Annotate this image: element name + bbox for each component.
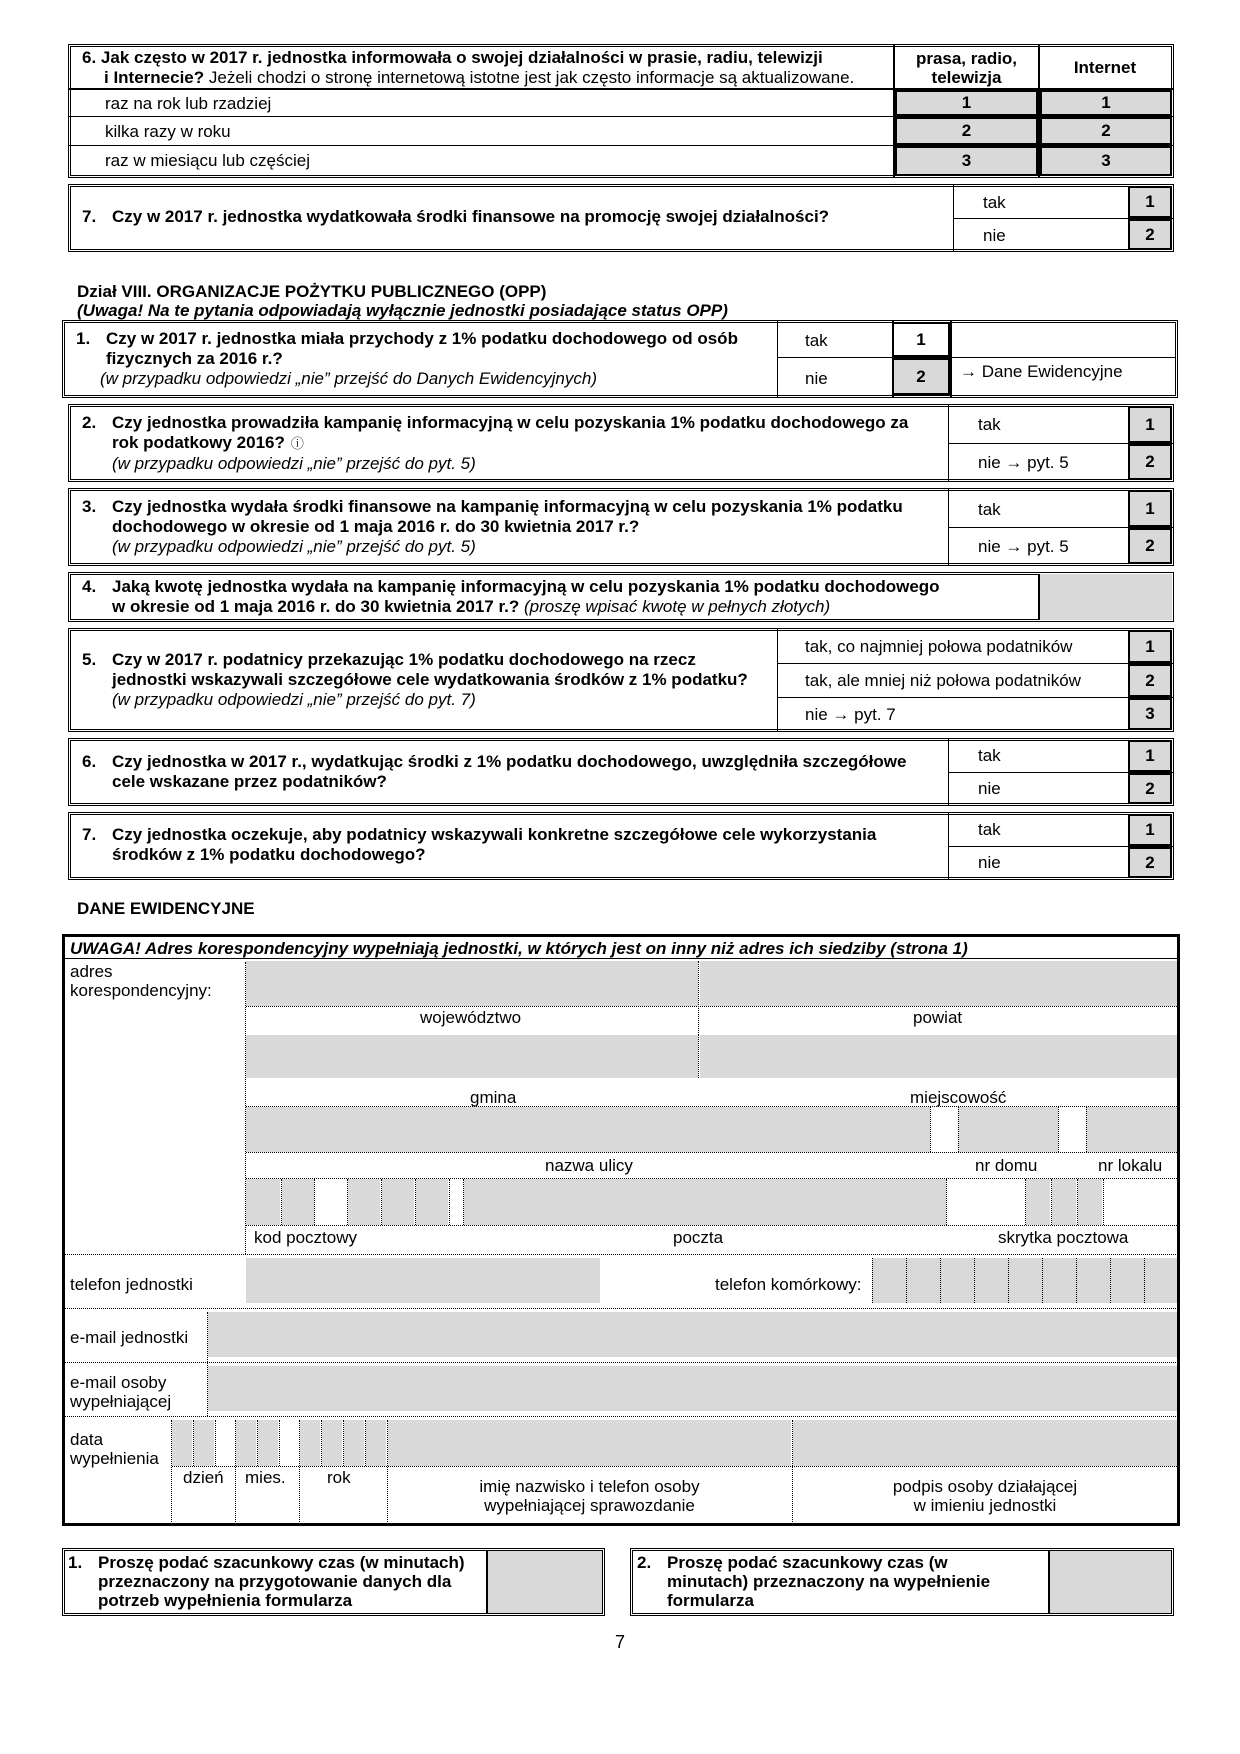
q6-row-label: raz w miesiącu lub częściej [105, 151, 311, 170]
podpis-input[interactable] [793, 1420, 1177, 1466]
option-tak[interactable]: tak [805, 331, 828, 350]
nr-lokalu-input[interactable] [1086, 1107, 1177, 1152]
question-text: Jak często w 2017 r. jednostka informowała o swojej działalności w prasie, radiu, telewizji [100, 48, 823, 67]
poczta-label: poczta [673, 1228, 724, 1247]
option-1[interactable]: tak, co najmniej połowa podatników [805, 637, 1073, 656]
telefon-input[interactable] [246, 1258, 600, 1303]
code-box[interactable]: 2 [1128, 847, 1172, 878]
date-cell[interactable] [300, 1420, 320, 1466]
powiat-label: powiat [913, 1008, 963, 1027]
goto-dane-ewidencyjne: → Dane Ewidencyjne [960, 362, 1123, 381]
gmina-label: gmina [470, 1088, 517, 1107]
section-title: Dział VIII. ORGANIZACJE POŻYTKU PUBLICZNEGO (OPP) [77, 282, 547, 301]
option-nie[interactable]: nie [805, 369, 828, 388]
podpis-label: podpis osoby działającej w imieniu jednostki [892, 1477, 1078, 1515]
kod-cell[interactable] [348, 1179, 380, 1225]
date-cell[interactable] [366, 1420, 386, 1466]
col-header-internet: Internet [1073, 58, 1137, 77]
imie-nazwisko-input[interactable] [388, 1420, 791, 1466]
nr-lokalu-label: nr lokalu [1098, 1156, 1163, 1175]
s8q6-question: 6. Czy jednostka w 2017 r., wydatkując środki z 1% podatku dochodowego, uwzględniła szczegółowe cele wskazane przez podatników? [82, 752, 907, 791]
time-q2-input[interactable] [1048, 1551, 1171, 1613]
date-cell[interactable] [172, 1420, 192, 1466]
s8q3-question: 3. Czy jednostka wydała środki finansowe na kampanię informacyjną w celu pozyskania 1% podatku dochodowego w okresie od 1 maja 2016 r. do 30 kwietnia 2017 r.? (w przypadku odpowiedzi „nie” przejść do pyt. 5) [82, 497, 903, 556]
time-q1-text: 1. Proszę podać szacunkowy czas (w minutach) przeznaczony na przygotowanie danych dla potrzeb wypełnienia formularza [68, 1553, 465, 1610]
code-box[interactable]: 2 [892, 358, 950, 395]
q6-row-label: kilka razy w roku [105, 122, 231, 141]
amount-input[interactable] [1038, 574, 1172, 620]
code-box[interactable]: 1 [1128, 186, 1172, 218]
kod-cell[interactable] [382, 1179, 414, 1225]
code-box[interactable]: 1 [895, 90, 1038, 116]
powiat-input[interactable] [700, 961, 1177, 1006]
code-box[interactable]: 1 [1040, 90, 1172, 116]
question-number: 6. [82, 48, 97, 67]
code-box[interactable]: 3 [1128, 698, 1172, 730]
nr-domu-input[interactable] [958, 1107, 1058, 1152]
kod-cell[interactable] [282, 1179, 314, 1225]
q6-top-question [82, 48, 902, 88]
question-note: Jeżeli chodzi o stronę internetową istotne jest jak często informacje są aktualizowane. [208, 68, 855, 87]
miejscowosc-input[interactable] [700, 1035, 1177, 1078]
wojewodztwo-input[interactable] [246, 961, 698, 1006]
uwaga-note: UWAGA! Adres korespondencyjny wypełniają jednostki, w których jest on inny niż adres ich siedziby (strona 1) [70, 939, 968, 958]
s8q7-question: 7. Czy jednostka oczekuje, aby podatnicy wskazywali konkretne szczegółowe cele wykorzystania środków z 1% podatku dochodowego? [82, 825, 877, 864]
kod-cell[interactable] [416, 1179, 448, 1225]
q6-row-label: raz na rok lub rzadziej [105, 94, 272, 113]
option-3-goto[interactable]: nie → pyt. 7 [805, 705, 896, 724]
option-tak[interactable]: tak [983, 193, 1006, 212]
s8q1-question: 1. Czy w 2017 r. jednostka miała przychody z 1% podatku dochodowego od osób fizycznych za 2016 r.? (w przypadku odpowiedzi „nie” przejść do Danych Ewidencyjnych) [76, 329, 738, 388]
imie-label: imię nazwisko i telefon osoby wypełniającej sprawozdanie [479, 1477, 700, 1515]
date-cell[interactable] [344, 1420, 364, 1466]
adres-label: adres korespondencyjny: [70, 962, 212, 1000]
gmina-input[interactable] [246, 1035, 698, 1078]
code-box[interactable]: 1 [1128, 630, 1172, 663]
nr-domu-label: nr domu [975, 1156, 1038, 1175]
poczta-input[interactable] [464, 1179, 946, 1225]
skrytka-cell[interactable] [1078, 1179, 1102, 1225]
option-2[interactable]: tak, ale mniej niż połowa podatników [805, 671, 1081, 690]
date-cell[interactable] [258, 1420, 278, 1466]
kod-label: kod pocztowy [254, 1228, 357, 1247]
data-label: data wypełnienia [70, 1430, 159, 1468]
option-tak[interactable]: tak [978, 820, 1001, 839]
email-osoby-label: e-mail osoby wypełniającej [70, 1373, 172, 1411]
s8q4-question: 4. Jaką kwotę jednostka wydała na kampanię informacyjną w celu pozyskania 1% podatku dochodowego w okresie od 1 maja 2016 r. do 30 kwietnia 2017 r.? (proszę wpisać kwotę w pełnych złotych) [82, 577, 940, 616]
ulica-input[interactable] [246, 1107, 930, 1152]
option-nie-goto[interactable]: nie → pyt. 5 [978, 537, 1069, 556]
email-input[interactable] [208, 1312, 1177, 1357]
code-box[interactable]: 1 [1128, 814, 1172, 846]
miejscowosc-label: miejscowość [910, 1088, 1007, 1107]
date-cell[interactable] [322, 1420, 342, 1466]
skrytka-cell[interactable] [1026, 1179, 1050, 1225]
q7-top-question: 7. Czy w 2017 r. jednostka wydatkowała środki finansowe na promocję swojej działalności? [82, 207, 830, 226]
code-box[interactable]: 2 [1128, 444, 1172, 480]
code-box[interactable]: 2 [1128, 528, 1172, 564]
s8q2-question: 2. Czy jednostka prowadziła kampanię informacyjną w celu pozyskania 1% podatku dochodowego za rok podatkowy 2016? ⓘ (w przypadku odpowiedzi „nie” przejść do pyt. 5) [82, 413, 909, 473]
telefon-label: telefon jednostki [70, 1275, 193, 1294]
code-box[interactable]: 2 [1128, 773, 1172, 804]
ulica-label: nazwa ulicy [545, 1156, 633, 1175]
question-text-2: i Internecie? [104, 68, 205, 87]
code-box[interactable]: 1 [892, 322, 950, 357]
wojewodztwo-label: województwo [420, 1008, 522, 1027]
mies-label: mies. [245, 1468, 286, 1487]
time-q2-text: 2. Proszę podać szacunkowy czas (w minutach) przeznaczony na wypełnienie formularza [637, 1553, 991, 1610]
s8q5-question: 5. Czy w 2017 r. podatnicy przekazując 1% podatku dochodowego na rzecz jednostki wskazywali szczegółowe cele wydatkowania środków z 1% podatku? (w przypadku odpowiedzi „nie” przejść do pyt. 7) [82, 650, 748, 709]
option-nie-goto[interactable]: nie → pyt. 5 [978, 453, 1069, 472]
option-tak[interactable]: tak [978, 415, 1001, 434]
option-nie[interactable]: nie [978, 853, 1001, 872]
code-box[interactable]: 3 [895, 146, 1038, 176]
date-cell[interactable] [236, 1420, 256, 1466]
section-note: (Uwaga! Na te pytania odpowiadają wyłącznie jednostki posiadające status OPP) [77, 301, 728, 320]
time-q1-input[interactable] [486, 1551, 602, 1613]
code-box[interactable]: 1 [1128, 406, 1172, 443]
skrytka-label: skrytka pocztowa [998, 1228, 1129, 1247]
code-box[interactable]: 2 [895, 117, 1038, 145]
email-osoby-input[interactable] [208, 1366, 1177, 1411]
option-tak[interactable]: tak [978, 500, 1001, 519]
kod-cell[interactable] [246, 1179, 280, 1225]
skrytka-cell[interactable] [1052, 1179, 1076, 1225]
code-box[interactable]: 1 [1128, 740, 1172, 772]
col-header-press: prasa, radio, telewizja [915, 49, 1018, 87]
rok-label: rok [327, 1468, 351, 1487]
dzien-label: dzień [183, 1468, 224, 1487]
code-box[interactable]: 2 [1128, 664, 1172, 697]
option-tak[interactable]: tak [978, 746, 1001, 765]
komorka-cells[interactable] [872, 1258, 1177, 1303]
option-nie[interactable]: nie [983, 226, 1006, 245]
page-number: 7 [615, 1632, 626, 1652]
code-box[interactable]: 2 [1040, 117, 1172, 145]
komorka-label: telefon komórkowy: [715, 1275, 862, 1294]
dane-title: DANE EWIDENCYJNE [77, 899, 255, 918]
email-label: e-mail jednostki [70, 1328, 189, 1347]
code-box[interactable]: 1 [1128, 490, 1172, 527]
option-nie[interactable]: nie [978, 779, 1001, 798]
date-cell[interactable] [194, 1420, 214, 1466]
code-box[interactable]: 2 [1128, 219, 1172, 250]
code-box[interactable]: 3 [1040, 146, 1172, 176]
